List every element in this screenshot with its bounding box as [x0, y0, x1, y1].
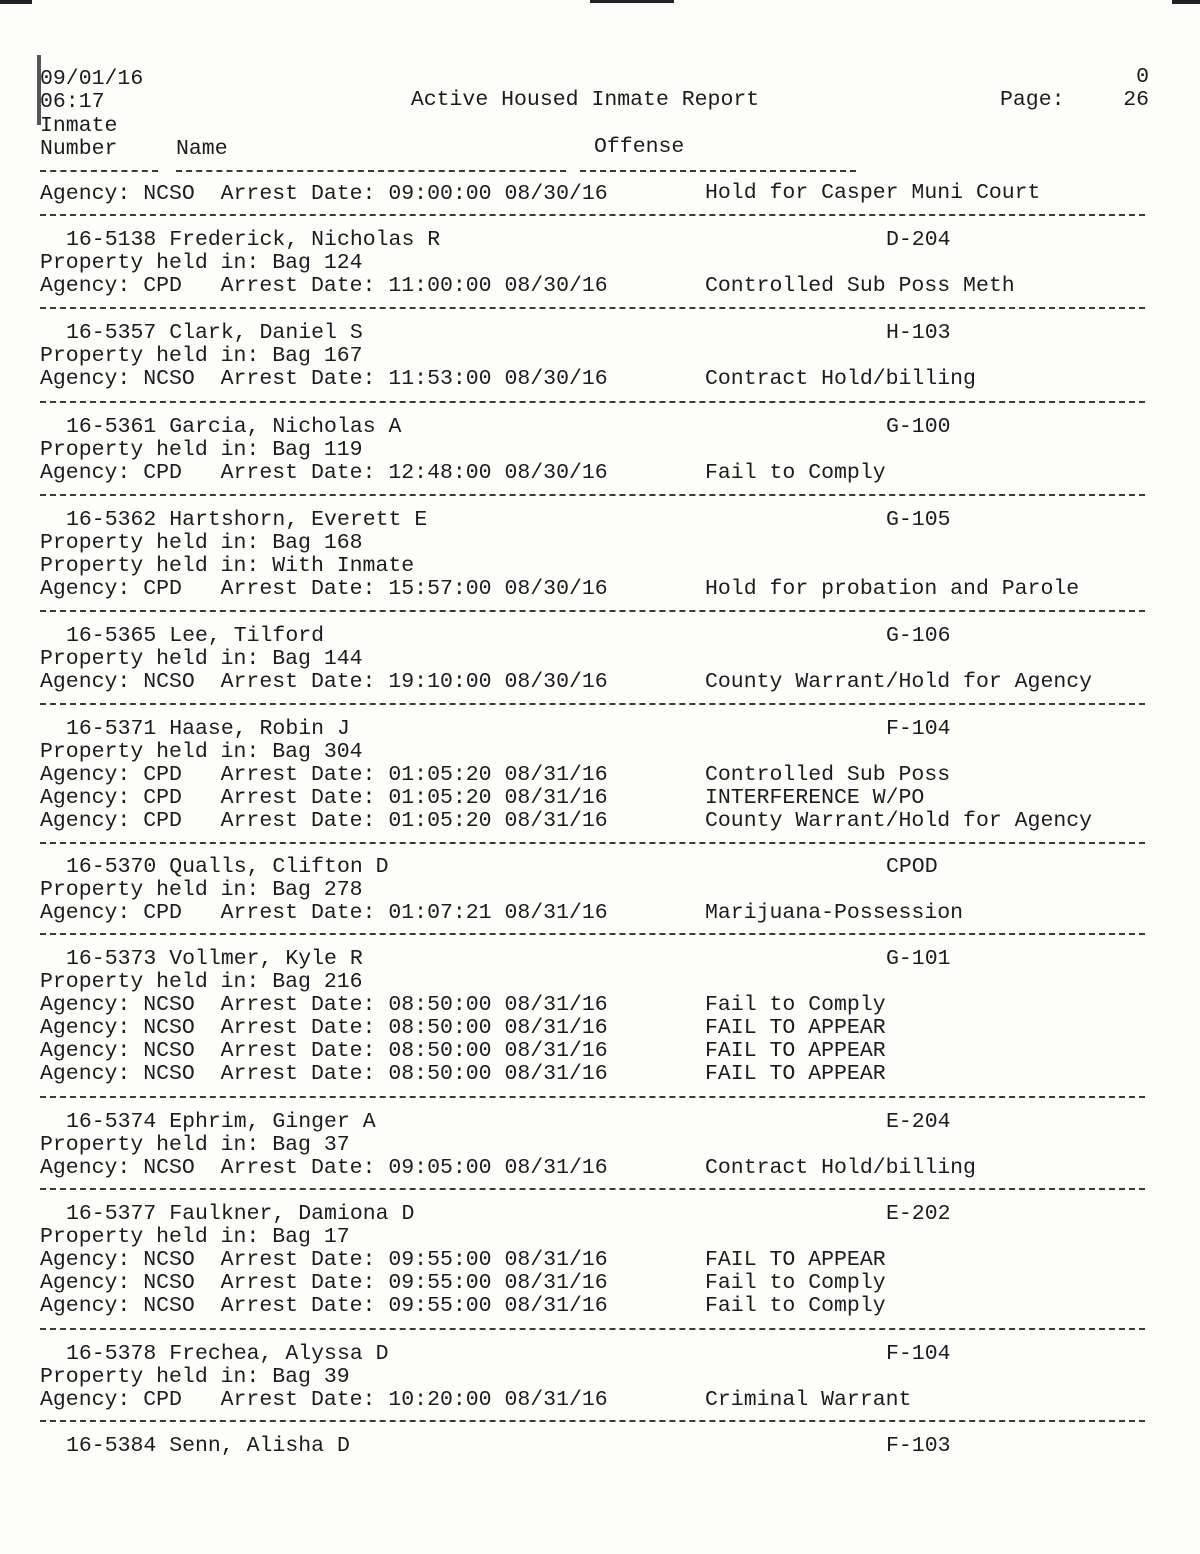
- agency-arrest-date: Agency: NCSO Arrest Date: 08:50:00 08/31/16: [40, 1039, 608, 1063]
- carryover-offense: Hold for Casper Muni Court: [705, 181, 1041, 205]
- offense: Hold for probation and Parole: [705, 577, 1080, 601]
- agency-arrest-date: Agency: NCSO Arrest Date: 09:55:00 08/31/16: [40, 1271, 608, 1295]
- scan-edge-mark: [1172, 0, 1200, 4]
- property-location: Property held in: Bag 124: [40, 251, 363, 275]
- scan-edge-mark: [0, 0, 32, 4]
- property-location: Property held in: Bag 216: [40, 970, 363, 994]
- inmate-record: [0, 856, 1200, 925]
- inmate-id-name: 16-5384 Senn, Alisha D: [66, 1434, 350, 1458]
- record-separator: [40, 842, 1145, 844]
- agency-arrest-date: Agency: CPD Arrest Date: 10:20:00 08/31/16: [40, 1388, 608, 1412]
- housing-cell: F-104: [886, 717, 951, 741]
- scan-edge-mark: [590, 0, 674, 3]
- record-separator: [40, 401, 1145, 403]
- inmate-record: [0, 1435, 1200, 1458]
- report-date: 09/01/16: [40, 67, 144, 91]
- record-separator: [40, 494, 1145, 496]
- inmate-id-name: 16-5357 Clark, Daniel S: [66, 321, 363, 345]
- record-separator: [40, 1328, 1145, 1330]
- page-number: 26: [1123, 88, 1149, 112]
- housing-cell: E-202: [886, 1202, 951, 1226]
- property-location: Property held in: Bag 17: [40, 1225, 350, 1249]
- record-separator: [40, 307, 1145, 309]
- report-title: Active Housed Inmate Report: [410, 88, 760, 112]
- offense: Controlled Sub Poss: [705, 763, 951, 787]
- header-underline: [176, 170, 566, 172]
- column-name: Name: [176, 137, 228, 161]
- offense: Fail to Comply: [705, 1294, 886, 1318]
- property-location: Property held in: Bag 278: [40, 878, 363, 902]
- housing-cell: CPOD: [886, 855, 938, 879]
- offense: Controlled Sub Poss Meth: [705, 274, 1015, 298]
- offense: FAIL TO APPEAR: [705, 1062, 886, 1086]
- offense: INTERFERENCE W/PO: [705, 786, 925, 810]
- offense: Fail to Comply: [705, 461, 886, 485]
- record-separator: [40, 610, 1145, 612]
- property-location: Property held in: Bag 119: [40, 438, 363, 462]
- offense: Criminal Warrant: [705, 1388, 912, 1412]
- offense: County Warrant/Hold for Agency: [705, 809, 1093, 833]
- record-separator: [40, 933, 1145, 935]
- inmate-record: [0, 625, 1200, 694]
- agency-arrest-date: Agency: CPD Arrest Date: 01:05:20 08/31/16: [40, 809, 608, 833]
- housing-cell: F-104: [886, 1342, 951, 1366]
- record-separator: [40, 214, 1145, 216]
- offense: Fail to Comply: [705, 993, 886, 1017]
- inmate-record: [0, 229, 1200, 298]
- offense: FAIL TO APPEAR: [705, 1016, 886, 1040]
- inmate-record: [0, 1203, 1200, 1318]
- agency-arrest-date: Agency: CPD Arrest Date: 15:57:00 08/30/16: [40, 577, 608, 601]
- agency-arrest-date: Agency: CPD Arrest Date: 01:05:20 08/31/16: [40, 763, 608, 787]
- offense: Contract Hold/billing: [705, 367, 976, 391]
- housing-cell: D-204: [886, 228, 951, 252]
- offense: FAIL TO APPEAR: [705, 1039, 886, 1063]
- record-separator: [40, 703, 1145, 705]
- inmate-id-name: 16-5371 Haase, Robin J: [66, 717, 350, 741]
- housing-cell: G-105: [886, 508, 951, 532]
- agency-arrest-date: Agency: NCSO Arrest Date: 09:05:00 08/31/16: [40, 1156, 608, 1180]
- inmate-record: [0, 1111, 1200, 1180]
- agency-arrest-date: Agency: NCSO Arrest Date: 08:50:00 08/31/16: [40, 1062, 608, 1086]
- agency-arrest-date: Agency: NCSO Arrest Date: 09:55:00 08/31/16: [40, 1294, 608, 1318]
- inmate-id-name: 16-5378 Frechea, Alyssa D: [66, 1342, 389, 1366]
- record-separator: [40, 1188, 1145, 1190]
- inmate-id-name: 16-5361 Garcia, Nicholas A: [66, 415, 402, 439]
- agency-arrest-date: Agency: NCSO Arrest Date: 08:50:00 08/31/16: [40, 1016, 608, 1040]
- inmate-id-name: 16-5138 Frederick, Nicholas R: [66, 228, 441, 252]
- housing-cell: G-101: [886, 947, 951, 971]
- property-location: Property held in: Bag 37: [40, 1133, 350, 1157]
- column-offense: Offense: [594, 135, 685, 159]
- offense: Marijuana-Possession: [705, 901, 964, 925]
- offense: Fail to Comply: [705, 1271, 886, 1295]
- agency-arrest-date: Agency: NCSO Arrest Date: 09:55:00 08/31/16: [40, 1248, 608, 1272]
- property-location: Property held in: Bag 167: [40, 344, 363, 368]
- page-label: Page:: [1000, 88, 1065, 112]
- inmate-record: [0, 948, 1200, 1086]
- report-time: 06:17: [40, 90, 105, 114]
- agency-arrest-date: Agency: NCSO Arrest Date: 11:53:00 08/30/16: [40, 367, 608, 391]
- housing-cell: G-100: [886, 415, 951, 439]
- inmate-record: [0, 416, 1200, 485]
- carryover-agency: Agency: NCSO Arrest Date: 09:00:00 08/30/16: [40, 182, 608, 206]
- agency-arrest-date: Agency: CPD Arrest Date: 12:48:00 08/30/16: [40, 461, 608, 485]
- housing-cell: F-103: [886, 1434, 951, 1458]
- header-underline: [40, 170, 158, 172]
- page-top-number: 0: [1136, 65, 1149, 89]
- property-location: Property held in: Bag 168: [40, 531, 363, 555]
- inmate-id-name: 16-5374 Ephrim, Ginger A: [66, 1110, 376, 1134]
- offense: FAIL TO APPEAR: [705, 1248, 886, 1272]
- property-location: Property held in: Bag 39: [40, 1365, 350, 1389]
- inmate-record: [0, 718, 1200, 833]
- inmate-id-name: 16-5362 Hartshorn, Everett E: [66, 508, 428, 532]
- agency-arrest-date: Agency: NCSO Arrest Date: 19:10:00 08/30/16: [40, 670, 608, 694]
- agency-arrest-date: Agency: CPD Arrest Date: 01:07:21 08/31/16: [40, 901, 608, 925]
- inmate-record: [0, 1343, 1200, 1412]
- column-inmate: Inmate: [40, 114, 118, 138]
- inmate-id-name: 16-5373 Vollmer, Kyle R: [66, 947, 363, 971]
- offense: Contract Hold/billing: [705, 1156, 976, 1180]
- inmate-record: [0, 322, 1200, 391]
- inmate-record: [0, 509, 1200, 601]
- property-location: Property held in: Bag 304: [40, 740, 363, 764]
- property-location: Property held in: With Inmate: [40, 554, 415, 578]
- housing-cell: G-106: [886, 624, 951, 648]
- inmate-id-name: 16-5377 Faulkner, Damiona D: [66, 1202, 415, 1226]
- record-separator: [40, 1420, 1145, 1422]
- housing-cell: E-204: [886, 1110, 951, 1134]
- property-location: Property held in: Bag 144: [40, 647, 363, 671]
- column-number: Number: [40, 137, 118, 161]
- header-underline: [580, 170, 856, 172]
- agency-arrest-date: Agency: CPD Arrest Date: 11:00:00 08/30/16: [40, 274, 608, 298]
- agency-arrest-date: Agency: CPD Arrest Date: 01:05:20 08/31/16: [40, 786, 608, 810]
- housing-cell: H-103: [886, 321, 951, 345]
- offense: County Warrant/Hold for Agency: [705, 670, 1093, 694]
- inmate-id-name: 16-5370 Qualls, Clifton D: [66, 855, 389, 879]
- inmate-id-name: 16-5365 Lee, Tilford: [66, 624, 325, 648]
- record-separator: [40, 1096, 1145, 1098]
- agency-arrest-date: Agency: NCSO Arrest Date: 08:50:00 08/31/16: [40, 993, 608, 1017]
